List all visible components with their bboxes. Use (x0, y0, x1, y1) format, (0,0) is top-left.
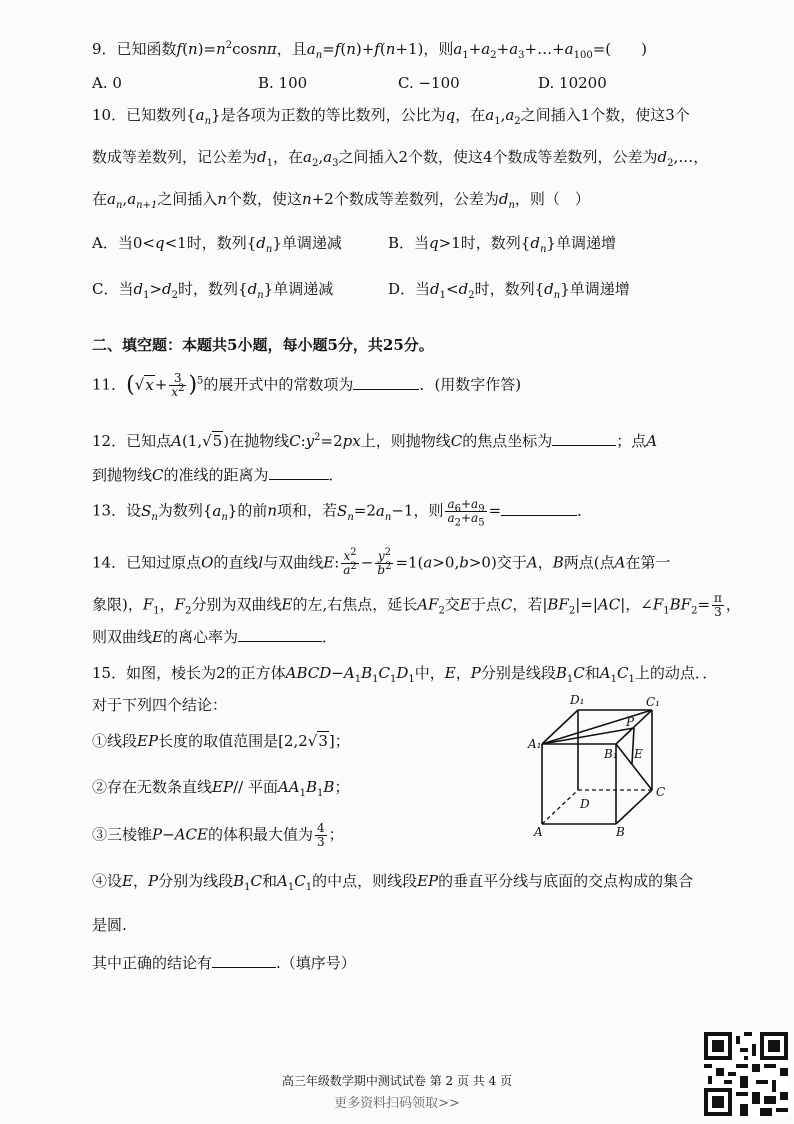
q9-option-c: C. −100 (398, 74, 460, 92)
q13-stem: 13．设$S_n$为数列$\{a_n\}$的前n项和，若$S_n=2a_n-1$，则 $\frac{a_6+a_9}{a_2+a_5}$ = ． (92, 497, 593, 529)
label-d: D (580, 797, 590, 811)
q10-line2: 数成等差数列，记公差为$d_1$，在$a_2,a_3$之间插入2个数，使这4个数成等差数列，公差为$d_2,\dots$， (92, 148, 709, 169)
q10-line3: 在$a_n,a_{n+1}$之间插入n个数，使这n+2个数成等差数列，公差为$d_n$，则（ ） (92, 190, 590, 211)
segment-a1-c1 (542, 710, 652, 744)
q12-line2: 到抛物线C的准线的距离为 ． (92, 466, 344, 484)
q15-line1: 15．如图，棱长为2的正方体$ABCD-A_1B_1C_1D_1$中，E，P分别是线段$B_1C$和$A_1C_1$上的动点．． (92, 664, 718, 685)
q15-conclusion-4: ④设E，P分别为线段$B_1C$和$A_1C_1$的中点，则线段EP的垂直平分线与底面的交点构成的集合 (92, 872, 694, 893)
q15-answer-line: 其中正确的结论有 .（填序号） (92, 954, 356, 972)
page-footer: 高三年级数学期中测试试卷 第 2 页 共 4 页 (281, 1074, 513, 1088)
q9-stem: 9．已知函数$f(n)=n^2\cos n\pi$，且$a_n=f(n)+f(n+1)$，则$a_1+a_2+a_3+\dots+a_{100}=$( ) (92, 40, 647, 61)
label-b1: B₁ (604, 747, 618, 761)
label-b: B (616, 825, 625, 839)
q10-option-b: B．当q>1时，数列$\{d_n\}$单调递增 (388, 234, 616, 255)
q9-option-b: B. 100 (258, 74, 308, 92)
qr-code-icon[interactable] (704, 1032, 788, 1116)
label-c: C (656, 785, 666, 799)
q10-option-c: C．当$d_1>d_2$时，数列$\{d_n\}$单调递减 (92, 280, 334, 301)
cube-figure (520, 694, 690, 840)
promo-text: 更多资料扫码领取>> (334, 1096, 460, 1111)
q14-line1: 14．已知过原点O的直线l与双曲线E: $\frac{x^2}{a^2}$ − $\frac{y^2}{b^2}$ =1(a>0,b>0)交于A，B两点(点A在第一 (92, 547, 671, 577)
q10-option-a: A．当0<q<1时，数列$\{d_n\}$单调递减 (92, 234, 342, 255)
q15-conclusion-2: ②存在无数条直线EP// 平面$AA_1B_1B$； (92, 778, 350, 799)
label-p: P (626, 715, 635, 729)
label-d1: D₁ (570, 694, 585, 707)
edge-b-c (616, 790, 652, 824)
q10-line1: 10．已知数列$\{a_n\}$是各项为正数的等比数列，公比为q，在$a_1,a_2$之间插入1个数，使这3个 (92, 106, 690, 127)
label-e: E (634, 747, 643, 761)
q15-conclusion-1: ①线段EP长度的取值范围是[2,2√3]； (92, 732, 350, 750)
section-2-heading: 二、填空题：本题共5小题，每小题5分，共25分。 (92, 336, 434, 354)
q11-stem: 11．(√x+ $\frac{3}{x^2}$ )$^5$的展开式中的常数项为 ．(用数字作答) (92, 371, 522, 399)
q10-option-d: D．当$d_1<d_2$时，数列$\{d_n\}$单调递增 (388, 280, 630, 301)
q15-conclusion-3: ③三棱锥P−ACE的体积最大值为 $\frac{4}{3}$ ； (92, 821, 344, 849)
label-a1: A₁ (528, 737, 542, 751)
q14-line3: 则双曲线E的离心率为 ． (92, 628, 337, 646)
edge-a-d-hidden (542, 790, 578, 824)
q12-line1: 12．已知点A(1,√5)在抛物线$C:y^2=2px$上，则抛物线C的焦点坐标为 ；点A (92, 432, 658, 450)
q15-line2: 对于下列四个结论： (92, 696, 228, 714)
q9-option-a: A. 0 (92, 74, 122, 92)
label-a: A (534, 825, 543, 839)
label-c1: C₁ (646, 695, 660, 709)
q9-option-d: D. 10200 (538, 74, 607, 92)
q14-line2: 象限)，$F_1$，$F_2$分别为双曲线E的左,右焦点，延长$AF_2$交E于点C，若$|BF_2|=|AC|$，$\angle F_1BF_2=$ $\frac{\pi}{3}$ ， (92, 591, 741, 619)
q15-conclusion-4-cont: 是圆. (92, 916, 127, 934)
